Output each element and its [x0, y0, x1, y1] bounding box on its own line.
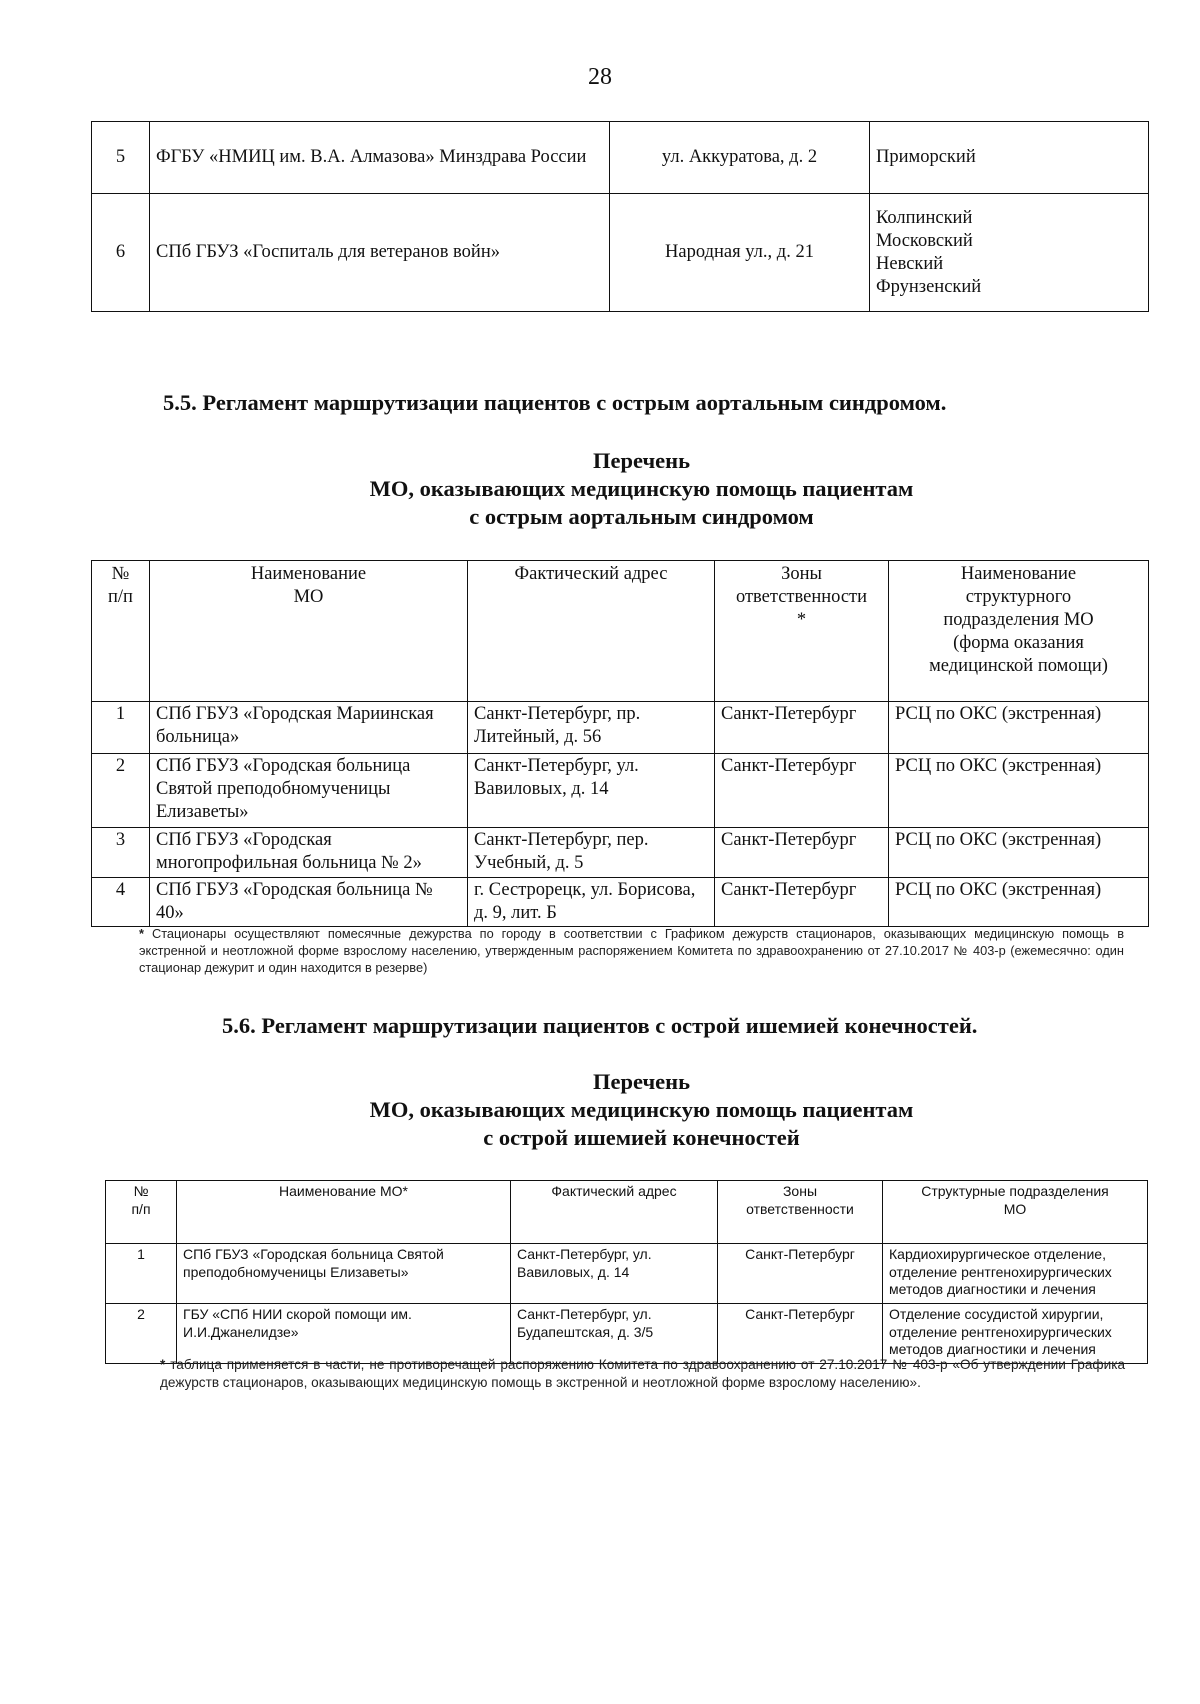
- footnote-star: *: [139, 926, 144, 941]
- row-number: 2: [106, 1304, 177, 1364]
- unit: РСЦ по ОКС (экстренная): [889, 754, 1149, 828]
- row-number: 4: [92, 878, 150, 927]
- zone: Санкт-Петербург: [715, 878, 889, 927]
- table-row: [92, 828, 1149, 878]
- section-heading-5-5: 5.5. Регламент маршрутизации пациентов с острым аортальным синдромом.: [163, 390, 947, 415]
- address: Санкт-Петербург, пр. Литейный, д. 56: [468, 702, 715, 754]
- unit: Отделение сосудистой хирургии, отделение рентгенохирургических методов диагностики и лечения: [883, 1304, 1148, 1364]
- unit: Кардиохирургическое отделение, отделение рентгенохирургических методов диагностики и лечения: [883, 1244, 1148, 1304]
- header-num: № п/п: [106, 1181, 177, 1244]
- address: г. Сестрорецк, ул. Борисова, д. 9, лит. Б: [468, 878, 715, 927]
- section-heading-5-6: 5.6. Регламент маршрутизации пациентов с острой ишемией конечностей.: [222, 1013, 978, 1038]
- list-title-line: с острым аортальным синдромом: [469, 504, 814, 529]
- address: Народная ул., д. 21: [610, 194, 870, 312]
- zone: Санкт-Петербург: [715, 828, 889, 878]
- list-title-line: Перечень: [593, 1069, 690, 1094]
- list-title: [0, 1068, 1200, 1152]
- table-row: [106, 1304, 1148, 1364]
- page-number: 28: [588, 64, 612, 90]
- list-title-line: МО, оказывающих медицинскую помощь пациентам: [369, 476, 914, 501]
- row-number: 1: [92, 702, 150, 754]
- footnote-text: Стационары осуществляют помесячные дежурства по городу в соответствии с Графиком дежурств стационаров, оказывающих медицинскую помощь в экстренной и неотложной форме взрослому населению, утвержденным распоряжением Комитета по здравоохранению от 27.10.2017 № 403-р (ежемесячно: один стационар дежурит и один находится в резерве): [139, 926, 1124, 975]
- header-zones: Зоны ответственности: [718, 1181, 883, 1244]
- mo-name: СПб ГБУЗ «Городская больница № 40»: [150, 878, 468, 927]
- header-name: Наименование МО*: [177, 1181, 511, 1244]
- mo-name: СПб ГБУЗ «Городская больница Святой преподобномученицы Елизаветы»: [150, 754, 468, 828]
- mo-name: СПб ГБУЗ «Городская многопрофильная больница № 2»: [150, 828, 468, 878]
- table-row: [92, 754, 1149, 828]
- district: Фрунзенский: [876, 276, 982, 297]
- district: Невский: [876, 253, 944, 274]
- row-number: 1: [106, 1244, 177, 1304]
- header-address: Фактический адрес: [511, 1181, 718, 1244]
- list-title-line: МО, оказывающих медицинскую помощь пациентам: [369, 1097, 914, 1122]
- footnote-star: *: [160, 1357, 166, 1372]
- table-row: [92, 194, 1149, 312]
- districts: [870, 194, 1149, 312]
- row-number: 5: [92, 122, 150, 194]
- mo-name: СПб ГБУЗ «Городская больница Святой преподобномученицы Елизаветы»: [177, 1244, 511, 1304]
- districts: [870, 122, 1149, 194]
- address: Санкт-Петербург, ул. Будапештская, д. 3/5: [511, 1304, 718, 1364]
- district: Колпинский: [876, 207, 973, 228]
- mo-name: ГБУ «СПб НИИ скорой помощи им. И.И.Джанелидзе»: [177, 1304, 511, 1364]
- aortic-syndrome-table: [91, 560, 1149, 927]
- footnote-5-5: [139, 925, 1124, 976]
- list-title: [0, 447, 1200, 531]
- address: ул. Аккуратова, д. 2: [610, 122, 870, 194]
- zone: Санкт-Петербург: [715, 754, 889, 828]
- row-number: 6: [92, 194, 150, 312]
- continuation-table: [91, 121, 1149, 312]
- footnote-5-6: [160, 1356, 1125, 1391]
- header-unit: Наименование структурного подразделения МО (форма оказания медицинской помощи): [889, 561, 1149, 702]
- address: Санкт-Петербург, ул. Вавиловых, д. 14: [468, 754, 715, 828]
- zone: Санкт-Петербург: [718, 1304, 883, 1364]
- address: Санкт-Петербург, пер. Учебный, д. 5: [468, 828, 715, 878]
- header-zones: Зоны ответственности *: [715, 561, 889, 702]
- address: Санкт-Петербург, ул. Вавиловых, д. 14: [511, 1244, 718, 1304]
- mo-name: ФГБУ «НМИЦ им. В.А. Алмазова» Минздрава России: [150, 122, 610, 194]
- unit: РСЦ по ОКС (экстренная): [889, 878, 1149, 927]
- zone: Санкт-Петербург: [715, 702, 889, 754]
- header-name: Наименование МО: [150, 561, 468, 702]
- limb-ischemia-table: [105, 1180, 1148, 1364]
- zone: Санкт-Петербург: [718, 1244, 883, 1304]
- table-row: [106, 1244, 1148, 1304]
- footnote-text: таблица применяется в части, не противоречащей распоряжению Комитета по здравоохранению от 27.10.2017 № 403-р «Об утверждении Графика дежурств стационаров, оказывающих медицинскую помощь в экстренной и неотложной форме взрослому населению».: [160, 1357, 1125, 1390]
- table-row: [92, 122, 1149, 194]
- mo-name: СПб ГБУЗ «Городская Мариинская больница»: [150, 702, 468, 754]
- row-number: 3: [92, 828, 150, 878]
- header-num: № п/п: [92, 561, 150, 702]
- row-number: 2: [92, 754, 150, 828]
- unit: РСЦ по ОКС (экстренная): [889, 702, 1149, 754]
- district: Приморский: [876, 147, 976, 167]
- header-address: Фактический адрес: [468, 561, 715, 702]
- table-header-row: [106, 1181, 1148, 1244]
- unit: РСЦ по ОКС (экстренная): [889, 828, 1149, 878]
- list-title-line: с острой ишемией конечностей: [483, 1125, 800, 1150]
- list-title-line: Перечень: [593, 448, 690, 473]
- mo-name: СПб ГБУЗ «Госпиталь для ветеранов войн»: [150, 194, 610, 312]
- table-row: [92, 702, 1149, 754]
- table-header-row: [92, 561, 1149, 702]
- district: Московский: [876, 230, 973, 251]
- table-row: [92, 878, 1149, 927]
- header-unit: Структурные подразделения МО: [883, 1181, 1148, 1244]
